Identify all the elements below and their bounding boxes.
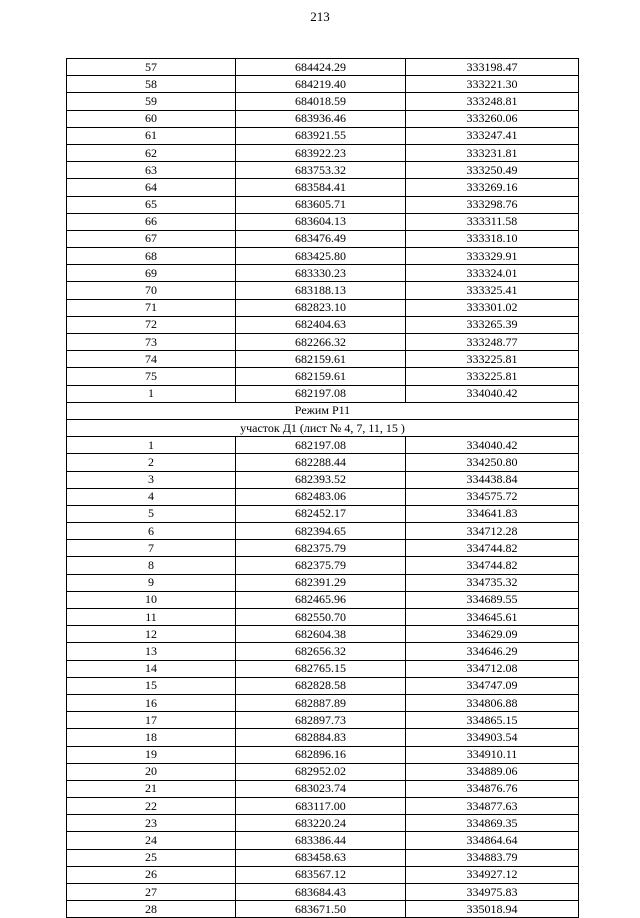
- table-row: [67, 454, 579, 471]
- point-number-cell: 28: [67, 901, 236, 918]
- table-row: [67, 368, 579, 385]
- point-number-cell: 59: [67, 93, 236, 110]
- point-number-cell: 15: [67, 677, 236, 694]
- y-coordinate-cell: 333298.76: [406, 196, 579, 213]
- x-coordinate-cell: 682887.89: [236, 694, 406, 711]
- y-coordinate-cell: 333231.81: [406, 144, 579, 161]
- table-row: [67, 815, 579, 832]
- x-coordinate-cell: 682465.96: [236, 591, 406, 608]
- table-row: [67, 523, 579, 540]
- section-plot-title: участок Д1 (лист № 4, 7, 11, 15 ): [67, 419, 579, 436]
- table-row: [67, 694, 579, 711]
- point-number-cell: 4: [67, 488, 236, 505]
- point-number-cell: 20: [67, 763, 236, 780]
- x-coordinate-cell: 683922.23: [236, 144, 406, 161]
- x-coordinate-cell: 683476.49: [236, 230, 406, 247]
- table-row: [67, 832, 579, 849]
- point-number-cell: 66: [67, 213, 236, 230]
- y-coordinate-cell: 334689.55: [406, 591, 579, 608]
- point-number-cell: 12: [67, 626, 236, 643]
- x-coordinate-cell: 683567.12: [236, 866, 406, 883]
- x-coordinate-cell: 682765.15: [236, 660, 406, 677]
- table-row: [67, 574, 579, 591]
- table-row: [67, 316, 579, 333]
- table-row: [67, 110, 579, 127]
- y-coordinate-cell: 334250.80: [406, 454, 579, 471]
- point-number-cell: 27: [67, 884, 236, 901]
- y-coordinate-cell: 334975.83: [406, 884, 579, 901]
- x-coordinate-cell: 682197.08: [236, 437, 406, 454]
- point-number-cell: 60: [67, 110, 236, 127]
- y-coordinate-cell: 333248.81: [406, 93, 579, 110]
- x-coordinate-cell: 683023.74: [236, 780, 406, 797]
- point-number-cell: 14: [67, 660, 236, 677]
- point-number-cell: 25: [67, 849, 236, 866]
- table-row: [67, 557, 579, 574]
- point-number-cell: 5: [67, 505, 236, 522]
- y-coordinate-cell: 333250.49: [406, 162, 579, 179]
- x-coordinate-cell: 682197.08: [236, 385, 406, 402]
- table-row: [67, 780, 579, 797]
- point-number-cell: 67: [67, 230, 236, 247]
- point-number-cell: 71: [67, 299, 236, 316]
- x-coordinate-cell: 683220.24: [236, 815, 406, 832]
- point-number-cell: 2: [67, 454, 236, 471]
- y-coordinate-cell: 334735.32: [406, 574, 579, 591]
- point-number-cell: 6: [67, 523, 236, 540]
- point-number-cell: 62: [67, 144, 236, 161]
- point-number-cell: 11: [67, 609, 236, 626]
- section-mode-row: [67, 402, 579, 419]
- y-coordinate-cell: 333221.30: [406, 76, 579, 93]
- y-coordinate-cell: 333247.41: [406, 127, 579, 144]
- y-coordinate-cell: 335018.94: [406, 901, 579, 918]
- y-coordinate-cell: 334876.76: [406, 780, 579, 797]
- point-number-cell: 9: [67, 574, 236, 591]
- x-coordinate-cell: 682375.79: [236, 557, 406, 574]
- table-row: [67, 763, 579, 780]
- x-coordinate-cell: 683188.13: [236, 282, 406, 299]
- table-row: [67, 884, 579, 901]
- point-number-cell: 65: [67, 196, 236, 213]
- section-header: [67, 402, 579, 436]
- x-coordinate-cell: 683604.13: [236, 213, 406, 230]
- x-coordinate-cell: 682483.06: [236, 488, 406, 505]
- table-row: [67, 196, 579, 213]
- y-coordinate-cell: 334883.79: [406, 849, 579, 866]
- table-row: [67, 591, 579, 608]
- table-row: [67, 488, 579, 505]
- y-coordinate-cell: 334645.61: [406, 609, 579, 626]
- table-row: [67, 437, 579, 454]
- point-number-cell: 68: [67, 248, 236, 265]
- point-number-cell: 1: [67, 437, 236, 454]
- y-coordinate-cell: 333198.47: [406, 59, 579, 76]
- point-number-cell: 74: [67, 351, 236, 368]
- x-coordinate-cell: 683458.63: [236, 849, 406, 866]
- table-row: [67, 643, 579, 660]
- table-row: [67, 213, 579, 230]
- point-number-cell: 13: [67, 643, 236, 660]
- point-number-cell: 70: [67, 282, 236, 299]
- point-number-cell: 3: [67, 471, 236, 488]
- y-coordinate-cell: 333329.91: [406, 248, 579, 265]
- point-number-cell: 17: [67, 712, 236, 729]
- table-row: [67, 609, 579, 626]
- table-row: [67, 248, 579, 265]
- y-coordinate-cell: 333311.58: [406, 213, 579, 230]
- point-number-cell: 10: [67, 591, 236, 608]
- table-row: [67, 179, 579, 196]
- page-number: 213: [310, 9, 330, 24]
- x-coordinate-cell: 683684.43: [236, 884, 406, 901]
- y-coordinate-cell: 334869.35: [406, 815, 579, 832]
- table-row: [67, 334, 579, 351]
- y-coordinate-cell: 334865.15: [406, 712, 579, 729]
- point-number-cell: 58: [67, 76, 236, 93]
- x-coordinate-cell: 682266.32: [236, 334, 406, 351]
- y-coordinate-cell: 334438.84: [406, 471, 579, 488]
- point-number-cell: 73: [67, 334, 236, 351]
- x-coordinate-cell: 682828.58: [236, 677, 406, 694]
- y-coordinate-cell: 334744.82: [406, 557, 579, 574]
- y-coordinate-cell: 333248.77: [406, 334, 579, 351]
- table-row: [67, 729, 579, 746]
- y-coordinate-cell: 334040.42: [406, 385, 579, 402]
- table-row: [67, 626, 579, 643]
- x-coordinate-cell: 682550.70: [236, 609, 406, 626]
- table-row: [67, 901, 579, 918]
- x-coordinate-cell: 682884.83: [236, 729, 406, 746]
- table-row: [67, 144, 579, 161]
- rows-before-section: [67, 59, 579, 403]
- x-coordinate-cell: 683117.00: [236, 798, 406, 815]
- point-number-cell: 16: [67, 694, 236, 711]
- point-number-cell: 21: [67, 780, 236, 797]
- y-coordinate-cell: 333318.10: [406, 230, 579, 247]
- coordinates-table: [66, 58, 579, 918]
- point-number-cell: 63: [67, 162, 236, 179]
- table-row: [67, 59, 579, 76]
- point-number-cell: 26: [67, 866, 236, 883]
- table-row: [67, 471, 579, 488]
- y-coordinate-cell: 334040.42: [406, 437, 579, 454]
- table-row: [67, 127, 579, 144]
- table-row: [67, 746, 579, 763]
- y-coordinate-cell: 333325.41: [406, 282, 579, 299]
- y-coordinate-cell: 334575.72: [406, 488, 579, 505]
- y-coordinate-cell: 334806.88: [406, 694, 579, 711]
- table-row: [67, 505, 579, 522]
- x-coordinate-cell: 682656.32: [236, 643, 406, 660]
- x-coordinate-cell: 682404.63: [236, 316, 406, 333]
- x-coordinate-cell: 682952.02: [236, 763, 406, 780]
- x-coordinate-cell: 683386.44: [236, 832, 406, 849]
- y-coordinate-cell: 334712.08: [406, 660, 579, 677]
- table-row: [67, 798, 579, 815]
- y-coordinate-cell: 334864.64: [406, 832, 579, 849]
- table-row: [67, 351, 579, 368]
- table-row: [67, 282, 579, 299]
- x-coordinate-cell: 682896.16: [236, 746, 406, 763]
- point-number-cell: 7: [67, 540, 236, 557]
- x-coordinate-cell: 682159.61: [236, 351, 406, 368]
- x-coordinate-cell: 683605.71: [236, 196, 406, 213]
- y-coordinate-cell: 334877.63: [406, 798, 579, 815]
- table-row: [67, 677, 579, 694]
- y-coordinate-cell: 333269.16: [406, 179, 579, 196]
- y-coordinate-cell: 333225.81: [406, 368, 579, 385]
- x-coordinate-cell: 682288.44: [236, 454, 406, 471]
- point-number-cell: 57: [67, 59, 236, 76]
- x-coordinate-cell: 684424.29: [236, 59, 406, 76]
- x-coordinate-cell: 683330.23: [236, 265, 406, 282]
- point-number-cell: 24: [67, 832, 236, 849]
- table-row: [67, 162, 579, 179]
- y-coordinate-cell: 334910.11: [406, 746, 579, 763]
- point-number-cell: 64: [67, 179, 236, 196]
- x-coordinate-cell: 683921.55: [236, 127, 406, 144]
- y-coordinate-cell: 334927.12: [406, 866, 579, 883]
- x-coordinate-cell: 684219.40: [236, 76, 406, 93]
- x-coordinate-cell: 682452.17: [236, 505, 406, 522]
- x-coordinate-cell: 683425.80: [236, 248, 406, 265]
- y-coordinate-cell: 333225.81: [406, 351, 579, 368]
- section-plot-row: [67, 419, 579, 436]
- point-number-cell: 69: [67, 265, 236, 282]
- x-coordinate-cell: 683936.46: [236, 110, 406, 127]
- y-coordinate-cell: 333265.39: [406, 316, 579, 333]
- y-coordinate-cell: 334712.28: [406, 523, 579, 540]
- y-coordinate-cell: 333301.02: [406, 299, 579, 316]
- x-coordinate-cell: 683671.50: [236, 901, 406, 918]
- rows-after-section: [67, 437, 579, 918]
- x-coordinate-cell: 682391.29: [236, 574, 406, 591]
- y-coordinate-cell: 333324.01: [406, 265, 579, 282]
- x-coordinate-cell: 683584.41: [236, 179, 406, 196]
- section-mode-title: Режим Р11: [67, 402, 579, 419]
- y-coordinate-cell: 334903.54: [406, 729, 579, 746]
- point-number-cell: 72: [67, 316, 236, 333]
- x-coordinate-cell: 683753.32: [236, 162, 406, 179]
- y-coordinate-cell: 334747.09: [406, 677, 579, 694]
- x-coordinate-cell: 684018.59: [236, 93, 406, 110]
- x-coordinate-cell: 682897.73: [236, 712, 406, 729]
- x-coordinate-cell: 682394.65: [236, 523, 406, 540]
- y-coordinate-cell: 334889.06: [406, 763, 579, 780]
- table-row: [67, 230, 579, 247]
- table-row: [67, 540, 579, 557]
- table-row: [67, 299, 579, 316]
- x-coordinate-cell: 682159.61: [236, 368, 406, 385]
- table-row: [67, 93, 579, 110]
- point-number-cell: 75: [67, 368, 236, 385]
- point-number-cell: 19: [67, 746, 236, 763]
- table-row: [67, 849, 579, 866]
- table-row: [67, 385, 579, 402]
- point-number-cell: 18: [67, 729, 236, 746]
- y-coordinate-cell: 334744.82: [406, 540, 579, 557]
- table-row: [67, 265, 579, 282]
- point-number-cell: 8: [67, 557, 236, 574]
- point-number-cell: 61: [67, 127, 236, 144]
- table-row: [67, 712, 579, 729]
- point-number-cell: 23: [67, 815, 236, 832]
- y-coordinate-cell: 334629.09: [406, 626, 579, 643]
- y-coordinate-cell: 333260.06: [406, 110, 579, 127]
- point-number-cell: 1: [67, 385, 236, 402]
- table-row: [67, 866, 579, 883]
- x-coordinate-cell: 682604.38: [236, 626, 406, 643]
- point-number-cell: 22: [67, 798, 236, 815]
- x-coordinate-cell: 682823.10: [236, 299, 406, 316]
- table-row: [67, 660, 579, 677]
- x-coordinate-cell: 682375.79: [236, 540, 406, 557]
- y-coordinate-cell: 334641.83: [406, 505, 579, 522]
- table-row: [67, 76, 579, 93]
- x-coordinate-cell: 682393.52: [236, 471, 406, 488]
- y-coordinate-cell: 334646.29: [406, 643, 579, 660]
